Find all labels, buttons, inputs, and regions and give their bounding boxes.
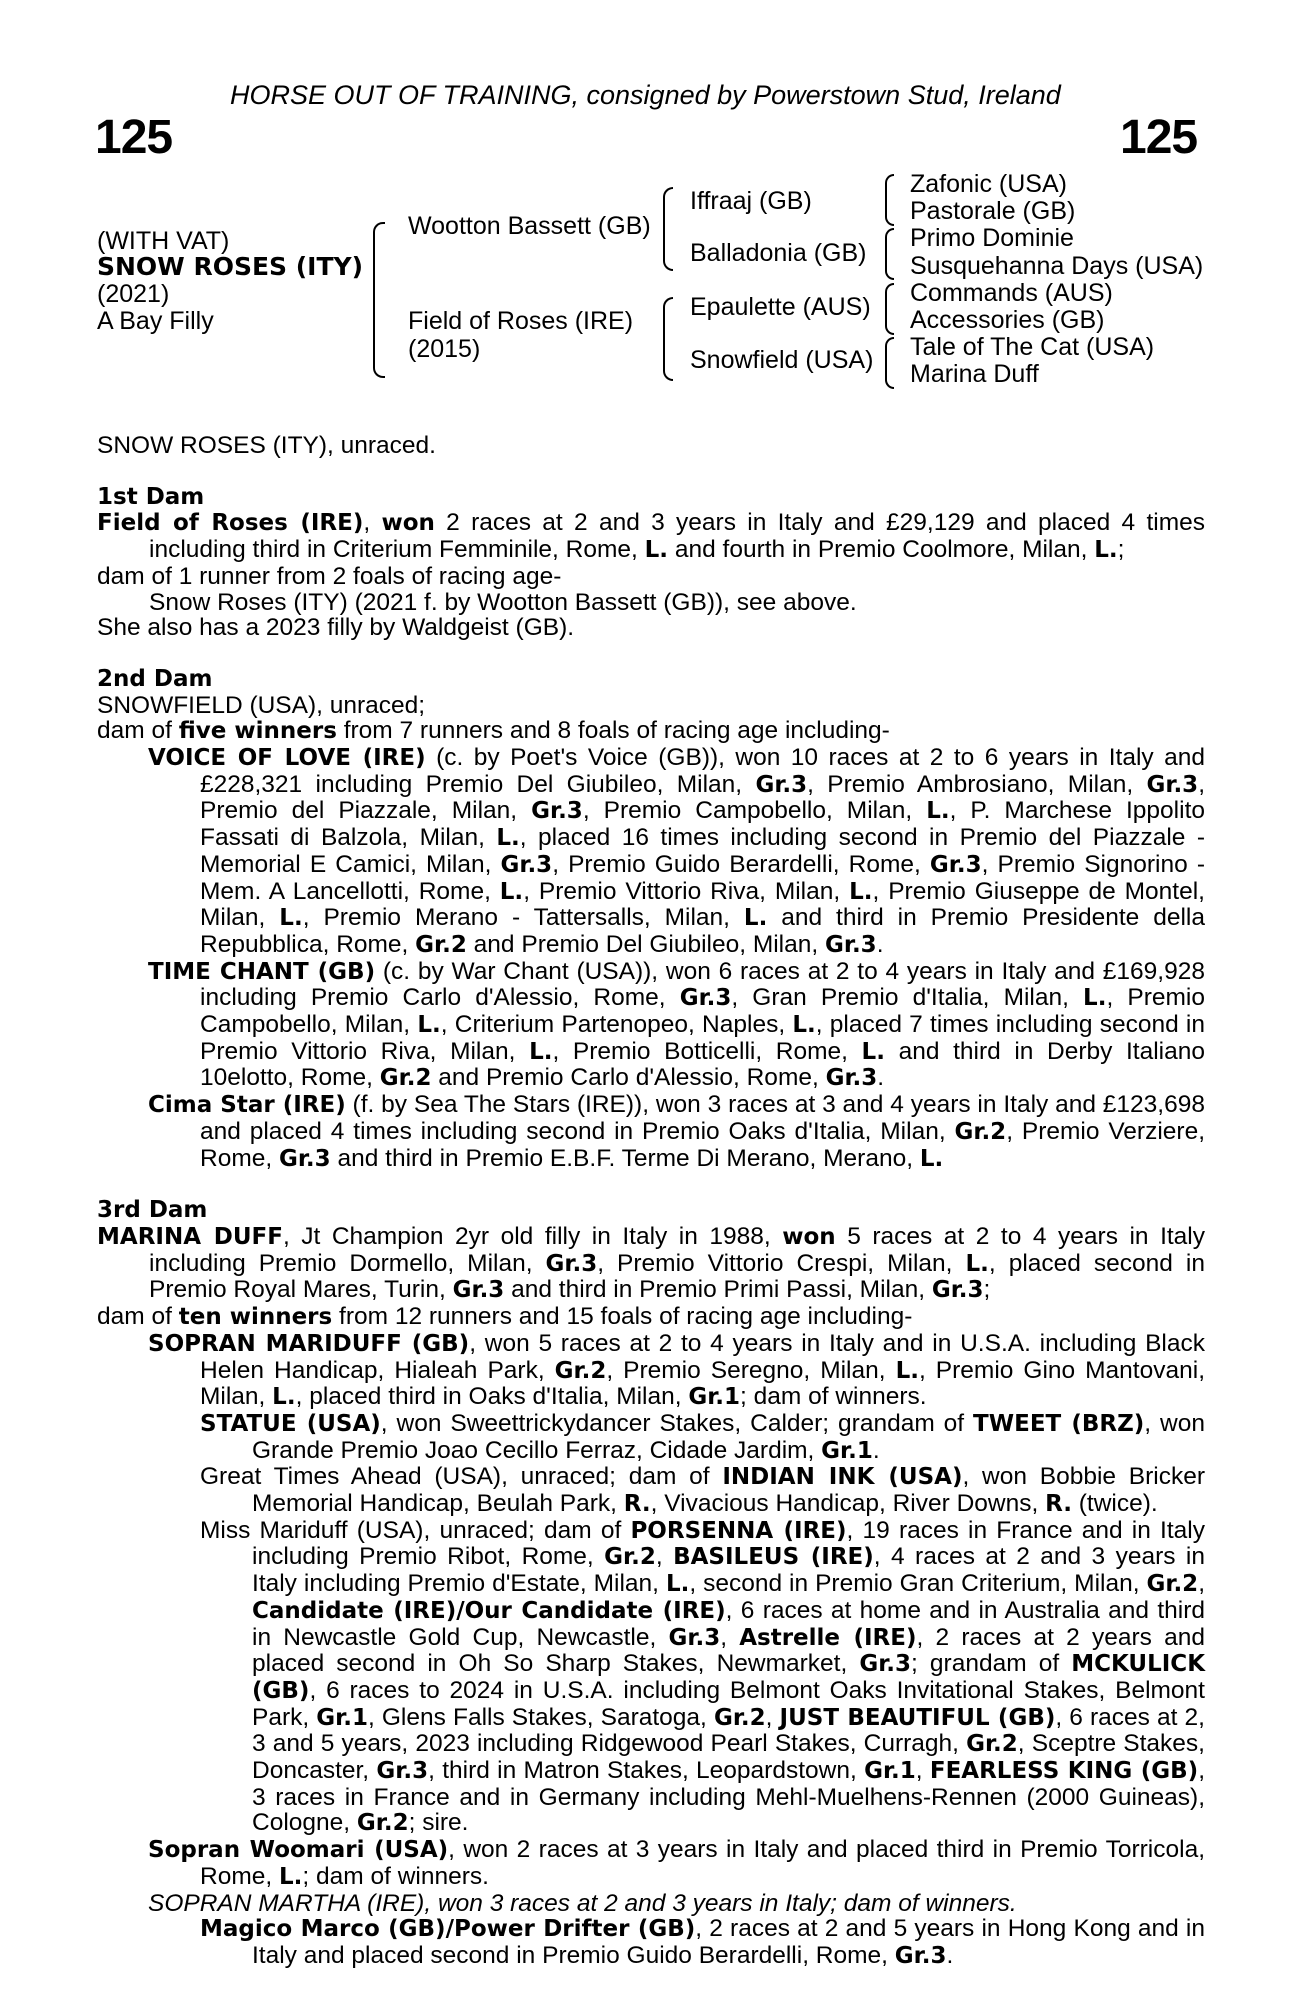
second-dam-line: SNOWFIELD (USA), unraced; bbox=[97, 691, 426, 719]
sire-name: Wootton Bassett (GB) bbox=[408, 212, 651, 240]
grandsire-1: Zafonic (USA) bbox=[910, 170, 1067, 198]
brace-3 bbox=[663, 297, 673, 381]
dam-year: (2015) bbox=[408, 335, 481, 363]
produce-statue: STATUE (USA), won Sweettrickydancer Stakes, Calder; grandam of TWEET (BRZ), won Grande Premio Joao Cecillo Ferraz, Cidade Jardim, Gr.1. bbox=[200, 1409, 1205, 1464]
third-dam-paragraph: MARINA DUFF, Jt Champion 2yr old filly in Italy in 1988, won 5 races at 2 to 4 years in Italy including Premio Dormello, Milan, Gr.3, Premio Vittorio Crespi, Milan, L., placed second in Premio Royal Mares, Turin, Gr.3 and third in Premio Primi Passi, Milan, Gr.3; bbox=[97, 1222, 1205, 1304]
produce-voice-of-love: VOICE OF LOVE (IRE) (c. by Poet's Voice (GB)), won 10 races at 2 to 6 years in Italy and £228,321 including Premio Del Giubileo, Milan, Gr.3, Premio Ambrosiano, Milan, Gr.3, Premio del Piazzale, Milan, Gr.3, Premio Campobello, Milan, L., P. Marchese Ippolito Fassati di Balzola, Milan, L., placed 16 times including second in Premio del Piazzale - Memorial E Camici, Milan, Gr.3, Premio Guido Berardelli, Rome, Gr.3, Premio Signorino - Mem. A Lancellotti, Rome, L., Premio Vittorio Riva, Milan, L., Premio Giuseppe de Montel, Milan, L., Premio Merano - Tattersalls, Milan, L. and third in Premio Presidente della Repubblica, Rome, Gr.2 and Premio Del Giubileo, Milan, Gr.3. bbox=[148, 744, 1206, 958]
second-dam-produce-line: dam of five winners from 7 runners and 8 foals of racing age including- bbox=[97, 717, 890, 745]
produce-sopran-mariduff: SOPRAN MARIDUFF (GB), won 5 races at 2 to 4 years in Italy and in U.S.A. including Black Helen Handicap, Hialeah Park, Gr.2, Premio Seregno, Milan, L., Premio Gino Mantovani, Milan, L., placed third in Oaks d'Italia, Milan, Gr.1; dam of winners. bbox=[148, 1329, 1206, 1411]
brace-5 bbox=[885, 228, 894, 280]
lot-number-right: 125 bbox=[1120, 111, 1198, 164]
produce-cima-star: Cima Star (IRE) (f. by Sea The Stars (IRE)), won 3 races at 3 and 4 years in Italy and £123,698 and placed 4 times including second in Premio Oaks d'Italia, Milan, Gr.2, Premio Verziere, Rome, Gr.3 and third in Premio E.B.F. Terme Di Merano, Merano, L. bbox=[148, 1091, 1206, 1172]
horse-desc: A Bay Filly bbox=[97, 307, 214, 335]
produce-sopran-martha: SOPRAN MARTHA (IRE), won 3 races at 2 and 3 years in Italy; dam of winners. bbox=[148, 1889, 1017, 1917]
produce-sopran-woomari: Sopran Woomari (USA), won 2 races at 3 years in Italy and placed third in Premio Torricola, Rome, L.; dam of winners. bbox=[148, 1836, 1206, 1890]
granddam-1: Pastorale (GB) bbox=[910, 197, 1076, 225]
first-dam-heading: 1st Dam bbox=[97, 483, 205, 510]
page-title: HORSE OUT OF TRAINING, consigned by Powerstown Stud, Ireland bbox=[230, 80, 1061, 110]
horse-year: (2021) bbox=[97, 280, 170, 308]
granddam-3: Accessories (GB) bbox=[910, 306, 1105, 334]
first-dam-produce-line: dam of 1 runner from 2 foals of racing age- bbox=[97, 562, 562, 590]
dam-dam: Snowfield (USA) bbox=[690, 346, 874, 374]
second-dam-heading: 2nd Dam bbox=[97, 665, 213, 692]
produce-time-chant: TIME CHANT (GB) (c. by War Chant (USA)), won 6 races at 2 to 4 years in Italy and £169,928 including Premio Carlo d'Alessio, Rome, Gr.3, Gran Premio d'Italia, Milan, L., Premio Campobello, Milan, L., Criterium Partenopeo, Naples, L., placed 7 times including second in Premio Vittorio Riva, Milan, L., Premio Botticelli, Rome, L. and third in Derby Italiano 10elotto, Rome, Gr.2 and Premio Carlo d'Alessio, Rome, Gr.3. bbox=[148, 957, 1206, 1092]
intro-line: SNOW ROSES (ITY), unraced. bbox=[97, 432, 436, 459]
sire-dam: Balladonia (GB) bbox=[690, 239, 867, 267]
first-dam-paragraph: Field of Roses (IRE), won 2 races at 2 and 3 years in Italy and £29,129 and placed 4 times including third in Criterium Femminile, Rome, L. and fourth in Premio Coolmore, Milan, L.; bbox=[97, 509, 1205, 564]
dam-name: Field of Roses (IRE) bbox=[408, 307, 634, 335]
third-dam-produce-line: dam of ten winners from 12 runners and 15 foals of racing age including- bbox=[97, 1303, 913, 1331]
dam-sire: Epaulette (AUS) bbox=[690, 293, 871, 321]
catalogue-body bbox=[97, 433, 1205, 1970]
grandsire-3: Commands (AUS) bbox=[910, 279, 1113, 307]
brace-2 bbox=[663, 187, 673, 271]
sire-sire: Iffraaj (GB) bbox=[690, 187, 812, 215]
grandsire-4: Tale of The Cat (USA) bbox=[910, 333, 1155, 361]
third-dam-heading: 3rd Dam bbox=[97, 1197, 208, 1224]
brace-7 bbox=[885, 337, 894, 389]
horse-name: SNOW ROSES (ITY) bbox=[97, 252, 364, 281]
first-dam-note: She also has a 2023 filly by Waldgeist (GB). bbox=[97, 614, 575, 642]
granddam-4: Marina Duff bbox=[910, 360, 1039, 388]
brace-6 bbox=[885, 283, 894, 335]
brace-4 bbox=[885, 174, 894, 226]
granddam-2: Susquehanna Days (USA) bbox=[910, 252, 1204, 280]
produce-magico-marco: Magico Marco (GB)/Power Drifter (GB), 2 races at 2 and 5 years in Hong Kong and in Italy and placed second in Premio Guido Berardelli, Rome, Gr.3. bbox=[200, 1915, 1205, 1969]
lot-number-left: 125 bbox=[95, 111, 173, 164]
vat-label: (WITH VAT) bbox=[97, 227, 230, 255]
produce-great-times-ahead: Great Times Ahead (USA), unraced; dam of INDIAN INK (USA), won Bobbie Bricker Memorial Handicap, Beulah Park, R., Vivacious Handicap, River Downs, R. (twice). bbox=[200, 1463, 1206, 1518]
brace-1 bbox=[373, 222, 385, 378]
grandsire-2: Primo Dominie bbox=[910, 224, 1074, 252]
first-dam-produce: Snow Roses (ITY) (2021 f. by Wootton Bassett (GB)), see above. bbox=[149, 588, 857, 616]
produce-miss-mariduff: Miss Mariduff (USA), unraced; dam of PORSENNA (IRE), 19 races in France and in Italy including Premio Ribot, Rome, Gr.2, BASILEUS (IRE), 4 races at 2 and 3 years in Italy including Premio d'Estate, Milan, L., second in Premio Gran Criterium, Milan, Gr.2, Candidate (IRE)/Our Candidate (IRE), 6 races at home and in Australia and third in Newcastle Gold Cup, Newcastle, Gr.3, Astrelle (IRE), 2 races at 2 years and placed second in Oh So Sharp Stakes, Newmarket, Gr.3; grandam of MCKULICK (GB), 6 races to 2024 in U.S.A. including Belmont Oaks Invitational Stakes, Belmont Park, Gr.1, Glens Falls Stakes, Saratoga, Gr.2, JUST BEAUTIFUL (GB), 6 races at 2, 3 and 5 years, 2023 including Ridgewood Pearl Stakes, Curragh, Gr.2, Sceptre Stakes, Doncaster, Gr.3, third in Matron Stakes, Leopardstown, Gr.1, FEARLESS KING (GB), 3 races in France and in Germany including Mehl-Muelhens-Rennen (2000 Guineas), Cologne, Gr.2; sire. bbox=[200, 1516, 1206, 1837]
